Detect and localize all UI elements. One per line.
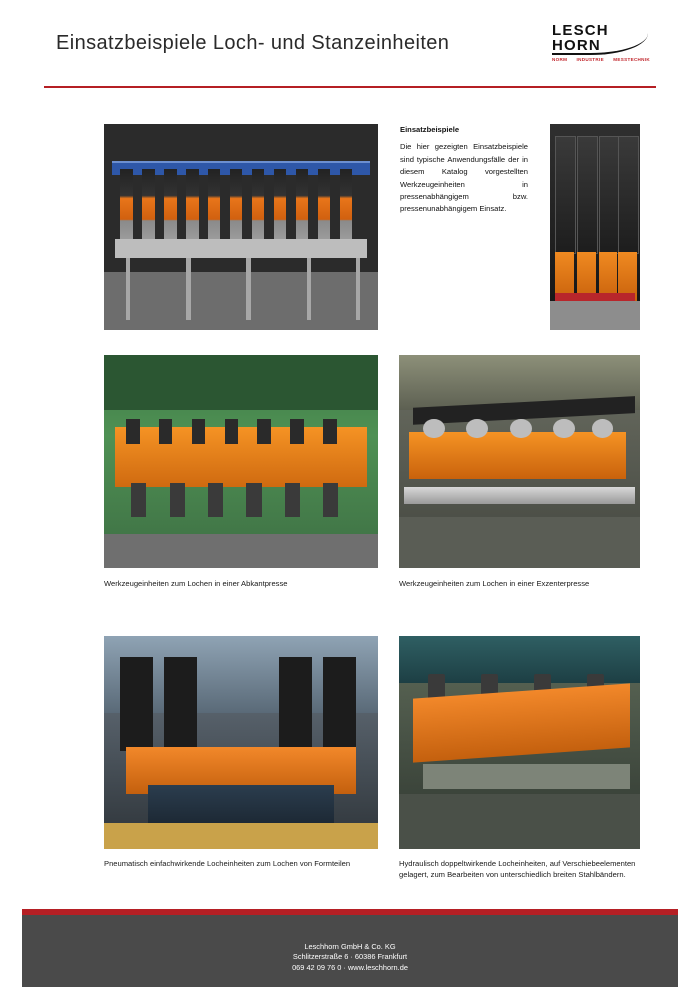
page-header — [44, 0, 656, 86]
figure-press-line-blue — [104, 124, 378, 330]
caption-pneumatic-unit: Pneumatisch einfachwirkende Locheinheiten zum Lochen von Formteilen — [104, 859, 351, 868]
footer-company: Leschhorn GmbH & Co. KG — [304, 941, 396, 951]
logo-tagline — [552, 57, 650, 62]
logo-tag-0: NORM — [552, 57, 568, 62]
intro-body: Die hier gezeigten Einsatzbeispiele sind typische Anwendungsfälle der in diesem Katalog vorgestellten Werkzeugeinheiten in pressenabhängigem bzw. pressenunabhängigem Einsatz. — [400, 142, 528, 214]
caption-abkantpresse: Werkzeugeinheiten zum Lochen in einer Abkantpresse — [104, 579, 288, 588]
logo-tag-1: INDUSTRIE — [576, 57, 604, 62]
page-title: Einsatzbeispiele Loch- und Stanzeinheiten — [56, 31, 450, 54]
figure-tool-units-closeup — [550, 124, 640, 330]
footer-contact-block — [22, 942, 678, 974]
figure-pneumatic-unit — [104, 636, 378, 849]
intro-title: Einsatzbeispiele — [400, 125, 460, 134]
caption-exzenterpresse: Werkzeugeinheiten zum Lochen in einer Exzenterpresse — [399, 579, 590, 588]
header-divider — [44, 86, 656, 88]
footer-address: Schlitzerstraße 6 · 60386 Frankfurt — [292, 952, 408, 961]
figure-abkantpresse — [104, 355, 378, 568]
logo-tag-2: MESSTECHNIK — [613, 57, 650, 62]
logo-line2: HORN — [552, 37, 601, 54]
intro-text-block — [400, 124, 528, 216]
logo-line1: LESCH — [552, 22, 609, 39]
company-logo — [552, 15, 650, 71]
footer-contact: 069 42 09 76 0 · www.leschhorn.de — [292, 962, 408, 972]
figure-exzenterpresse — [399, 355, 640, 568]
figure-hydraulic-unit — [399, 636, 640, 849]
caption-hydraulic-unit: Hydraulisch doppeltwirkende Locheinheiten, auf Verschiebeelementen gelagert, zum Bearbeiten von unterschiedlich breiten Stahlbändern. — [399, 859, 636, 879]
